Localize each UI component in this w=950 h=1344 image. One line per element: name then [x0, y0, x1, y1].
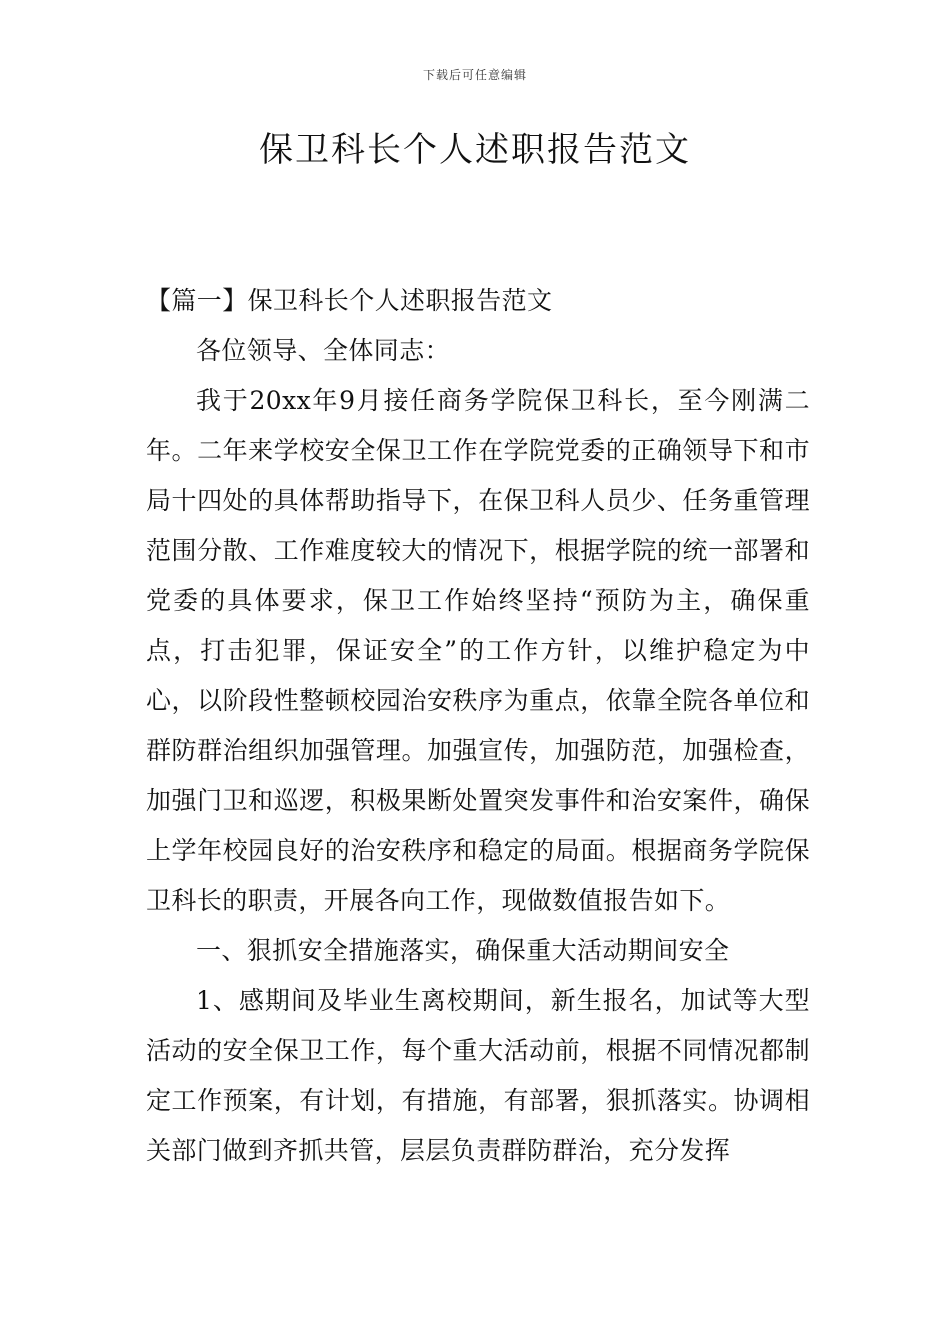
salutation-paragraph: 各位领导、全体同志： — [196, 336, 451, 365]
section-heading: 【篇一】保卫科长个人述职报告范文 — [146, 286, 553, 315]
document-title: 保卫科长个人述职报告范文 — [259, 130, 691, 170]
subsection-heading: 一、狠抓安全措施落实，确保重大活动期间安全 — [196, 936, 730, 965]
document-body — [146, 276, 810, 1176]
intro-paragraph: 我于20xx年9月接任商务学院保卫科长，至今刚满二年。二年来学校安全保卫工作在学院党委的正确领导下和市局十四处的具体帮助指导下，在保卫科人员少、任务重管理范围分散、工作难度较大的情况下，根据学院的统一部署和党委的具体要求，保卫工作始终坚持“预防为主，确保重点，打击犯罪，保证安全”的工作方针，以维护稳定为中心，以阶段性整顿校园治安秩序为重点，依靠全院各单位和群防群治组织加强管理。加强宣传，加强防范，加强检查，加强门卫和巡逻，积极果断处置突发事件和治安案件，确保上学年校园良好的治安秩序和稳定的局面。根据商务学院保卫科长的职责，开展各向工作，现做数值报告如下。 — [146, 386, 810, 915]
item-paragraph: 1、感期间及毕业生离校期间，新生报名，加试等大型活动的安全保卫工作，每个重大活动前，根据不同情况都制定工作预案，有计划，有措施，有部署，狠抓落实。协调相关部门做到齐抓共管，层层负责群防群治，充分发挥 — [146, 986, 810, 1165]
header-note: 下载后可任意编辑 — [422, 68, 527, 82]
